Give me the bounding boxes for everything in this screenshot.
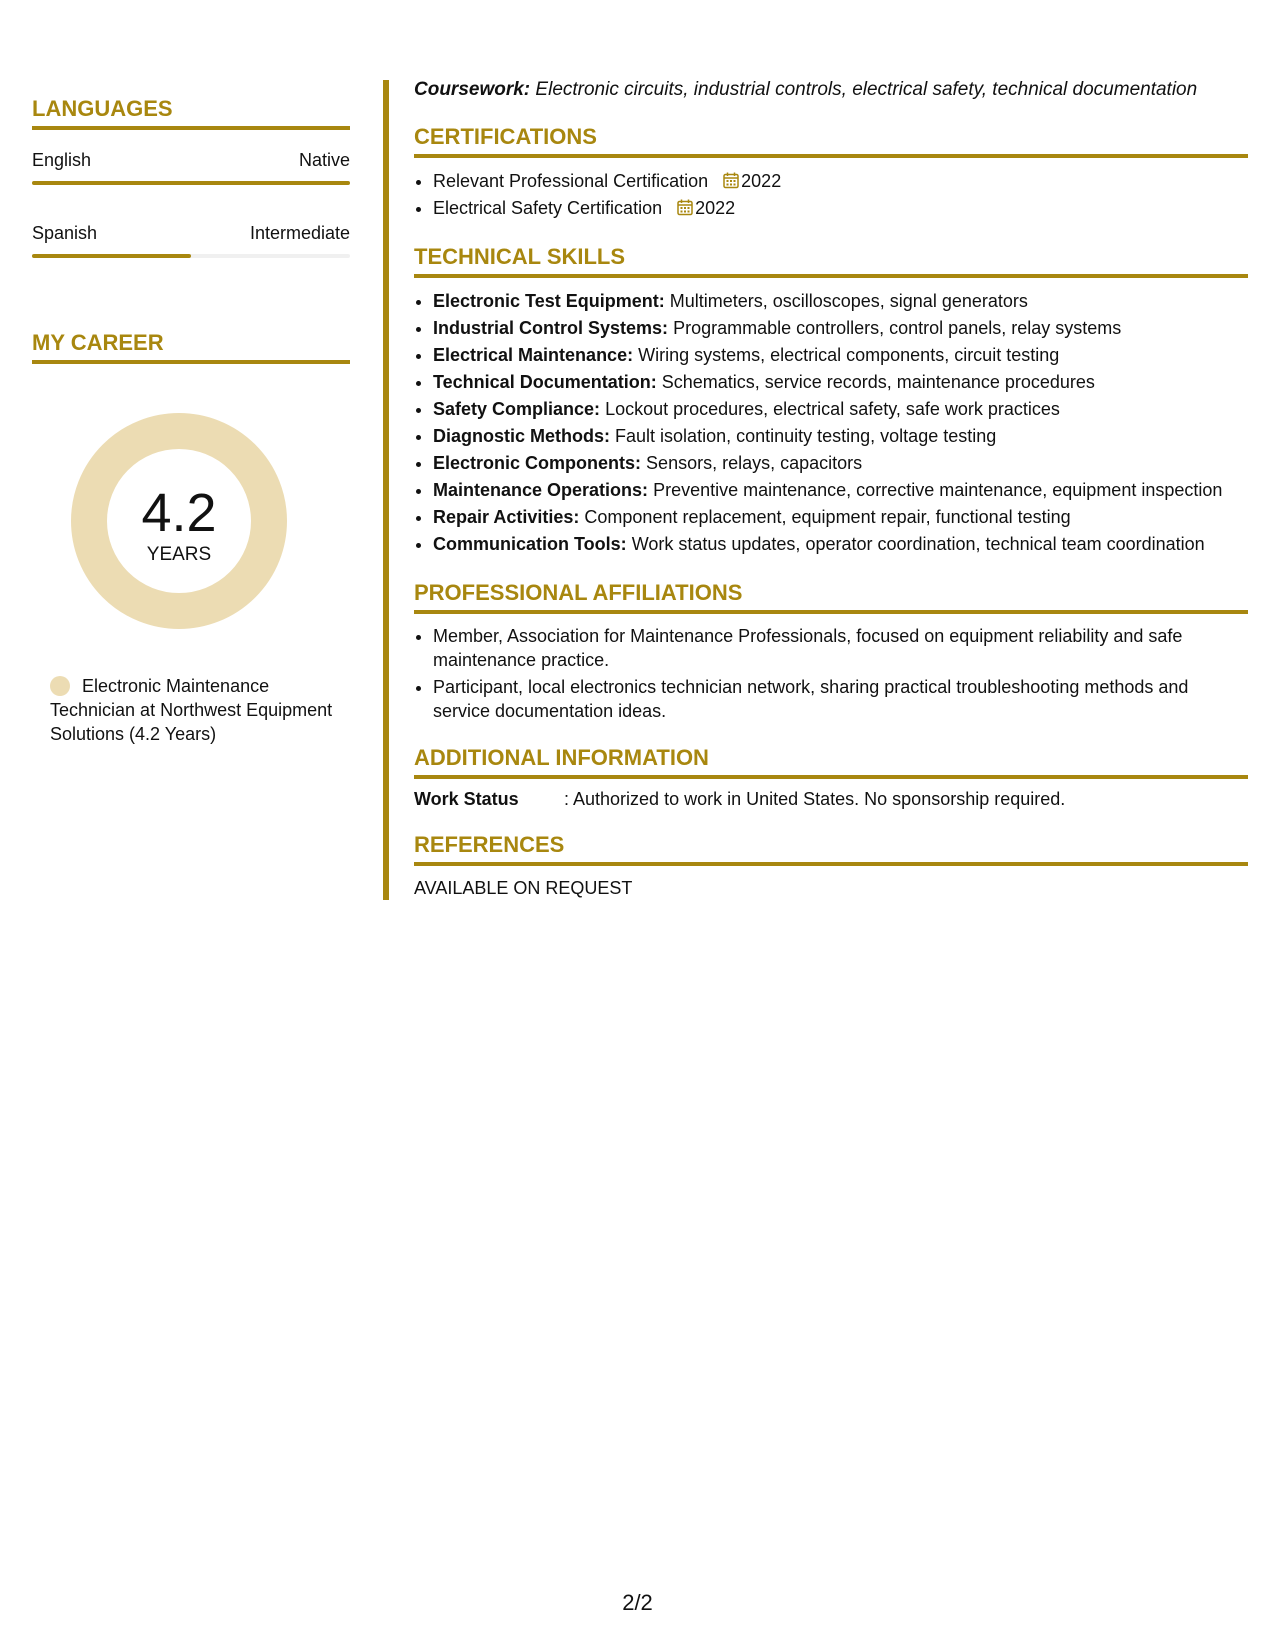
- certifications-list: [414, 168, 1248, 222]
- sidebar: [32, 96, 350, 746]
- affiliation-item: • Participant, local electronics technician network, sharing practical troubleshooting methods and service documentation ideas.: [433, 675, 1248, 723]
- language-item: [32, 223, 350, 258]
- skill-text: Work status updates, operator coordination, technical team coordination: [631, 534, 1205, 554]
- certification-year: 2022: [695, 198, 736, 218]
- certification-name: Electrical Safety Certification: [433, 198, 663, 218]
- skill-label: Communication Tools:: [433, 534, 627, 554]
- skill-item: [433, 288, 1248, 315]
- language-proficiency-fill: [32, 254, 191, 258]
- coursework-text: Electronic circuits, industrial controls, electrical safety, technical documentation: [535, 79, 1198, 100]
- language-item: [32, 150, 350, 185]
- skill-item: [433, 315, 1248, 342]
- skill-text: Sensors, relays, capacitors: [646, 453, 863, 473]
- skill-text: Programmable controllers, control panels, relay systems: [673, 318, 1122, 338]
- skills-heading: TECHNICAL SKILLS: [414, 244, 1248, 278]
- career-total-unit: YEARS: [146, 544, 212, 565]
- career-donut-chart: [66, 408, 292, 634]
- certification-year: 2022: [741, 171, 782, 191]
- career-total-value: 4.2: [141, 483, 217, 543]
- references-section: [414, 832, 1248, 899]
- references-heading: REFERENCES: [414, 832, 1248, 866]
- calendar-icon: [677, 199, 693, 216]
- language-name: English: [32, 150, 92, 170]
- language-level: Native: [298, 150, 350, 170]
- coursework: [414, 78, 1248, 102]
- skill-label: Diagnostic Methods:: [433, 426, 611, 446]
- career-job-label: Electronic Maintenance Technician at Northwest Equipment Solutions (4.2 Years): [50, 676, 333, 744]
- languages-list: [32, 150, 350, 258]
- language-name: Spanish: [32, 223, 98, 243]
- skills-list: [414, 288, 1248, 558]
- skill-text: Wiring systems, electrical components, circuit testing: [638, 345, 1060, 365]
- skill-text: Fault isolation, continuity testing, voltage testing: [615, 426, 997, 446]
- career-heading: MY CAREER: [32, 330, 350, 364]
- skill-label: Electrical Maintenance:: [433, 345, 634, 365]
- work-status-value: : Authorized to work in United States. No sponsorship required.: [564, 789, 1066, 809]
- skill-label: Repair Activities:: [433, 507, 580, 527]
- affiliation-item: • Member, Association for Maintenance Professionals, focused on equipment reliability and safe maintenance practice.: [433, 624, 1248, 672]
- certification-name: Relevant Professional Certification: [433, 171, 709, 191]
- skill-item: [433, 369, 1248, 396]
- skills-section: [414, 244, 1248, 558]
- skill-item: [433, 531, 1248, 558]
- skill-text: Preventive maintenance, corrective maintenance, equipment inspection: [653, 480, 1223, 500]
- certifications-heading: CERTIFICATIONS: [414, 124, 1248, 158]
- skill-label: Electronic Components:: [433, 453, 642, 473]
- language-proficiency-fill: [32, 181, 350, 185]
- certification-item: [433, 168, 1248, 195]
- additional-info-section: [414, 745, 1248, 810]
- certification-item: [433, 195, 1248, 222]
- column-divider: [383, 80, 389, 900]
- legend-dot-icon: [50, 676, 70, 696]
- affiliations-list: [414, 624, 1248, 723]
- skill-label: Industrial Control Systems:: [433, 318, 669, 338]
- work-status-label: Work Status: [414, 789, 519, 809]
- work-status-row: [414, 789, 1248, 810]
- language-level: Intermediate: [249, 223, 350, 243]
- skill-text: Lockout procedures, electrical safety, safe work practices: [605, 399, 1060, 419]
- skill-item: [433, 423, 1248, 450]
- skill-label: Electronic Test Equipment:: [433, 291, 665, 311]
- additional-info-heading: ADDITIONAL INFORMATION: [414, 745, 1248, 779]
- affiliations-heading: PROFESSIONAL AFFILIATIONS: [414, 580, 1248, 614]
- career-legend: [50, 674, 350, 746]
- references-text: AVAILABLE ON REQUEST: [414, 878, 633, 898]
- skill-item: [433, 342, 1248, 369]
- skill-text: Schematics, service records, maintenance procedures: [661, 372, 1095, 392]
- skill-label: Safety Compliance:: [433, 399, 601, 419]
- skill-label: Technical Documentation:: [433, 372, 657, 392]
- main-content: [414, 78, 1248, 899]
- languages-heading: LANGUAGES: [32, 96, 350, 130]
- skill-label: Maintenance Operations:: [433, 480, 649, 500]
- skill-text: Component replacement, equipment repair, functional testing: [584, 507, 1071, 527]
- skill-item: [433, 396, 1248, 423]
- page-number: 2/2: [622, 1590, 653, 1615]
- language-proficiency-bar: [32, 181, 350, 185]
- language-proficiency-bar: [32, 254, 350, 258]
- skill-item: [433, 477, 1248, 504]
- calendar-icon: [723, 172, 739, 189]
- certifications-section: [414, 124, 1248, 222]
- skill-item: [433, 504, 1248, 531]
- skill-text: Multimeters, oscilloscopes, signal generators: [669, 291, 1028, 311]
- skill-item: [433, 450, 1248, 477]
- coursework-label: Coursework:: [414, 79, 531, 100]
- affiliations-section: [414, 580, 1248, 723]
